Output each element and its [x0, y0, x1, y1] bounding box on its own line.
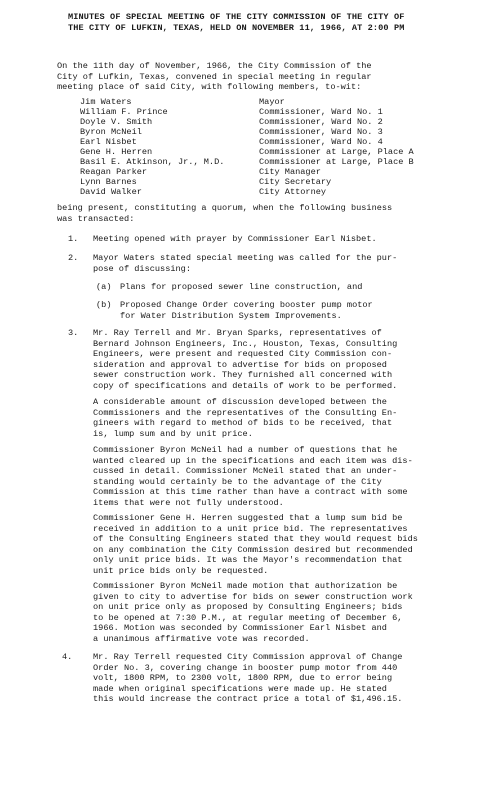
item-3-line: only unit price bids. It was the Mayor's recommendation that	[93, 555, 403, 566]
quorum-line-1: being present, constituting a quorum, when the following business	[57, 203, 393, 213]
member-row	[80, 157, 460, 167]
item-3-line: wanted cleared up in the specifications and each item was dis-	[93, 455, 413, 466]
intro-line-1: On the 11th day of November, 1966, the City Commission of the	[57, 61, 372, 71]
item-3-line: items that were not fully understood.	[93, 497, 284, 508]
item-2b-line: for Water Distribution System Improvements.	[120, 310, 342, 321]
item-3-line: Engineers, were present and requested City Commission con-	[93, 349, 393, 360]
item-3-line: on unit price only as proposed by Consulting Engineers; bids	[93, 602, 403, 613]
member-name: Jim Waters	[80, 97, 132, 107]
item-4-number: 4.	[62, 652, 73, 662]
document-title	[68, 12, 448, 33]
item-3-line: Commissioner Gene H. Herren suggested that a lump sum bid be	[93, 513, 403, 523]
item-3-line: sewer construction work. They furnished all concerned with	[93, 370, 393, 381]
item-3-line: A considerable amount of discussion developed between the	[93, 397, 387, 407]
title-line-1: MINUTES OF SPECIAL MEETING OF THE CITY COMMISSION OF THE CITY OF	[68, 12, 405, 22]
member-name: William F. Prince	[80, 107, 168, 117]
member-name: Doyle V. Smith	[80, 117, 153, 127]
member-row	[80, 147, 460, 157]
item-4-line: Order No. 3, covering change in booster pump motor from 440	[93, 662, 398, 673]
member-title: Commissioner, Ward No. 3	[259, 127, 383, 137]
item-2-line: Mayor Waters stated special meeting was called for the pur-	[93, 253, 398, 263]
member-name: Reagan Parker	[80, 167, 148, 177]
item-3-line: to be opened at 7:30 P.M., at regular meeting of December 6,	[93, 612, 403, 623]
item-3-line: given to city to advertise for bids on sewer construction work	[93, 591, 413, 602]
item-2-line: pose of discussing:	[93, 263, 191, 274]
member-name: Basil E. Atkinson, Jr., M.D.	[80, 157, 225, 167]
member-row	[80, 187, 460, 197]
member-row	[80, 167, 460, 177]
item-3-line: Bernard Johnson Engineers, Inc., Houston, Texas, Consulting	[93, 338, 398, 349]
intro-paragraph	[57, 61, 452, 93]
item-2a-label: (a)	[96, 282, 112, 292]
member-title: City Attorney	[259, 187, 327, 197]
item-3-paragraph-2	[93, 397, 473, 439]
item-3-line: on any combination the City Commission desired but recommended	[93, 544, 413, 555]
item-2a-text: Plans for proposed sewer line construction, and	[120, 282, 363, 292]
item-3-paragraph-4	[93, 513, 473, 577]
item-2b-line: Proposed Change Order covering booster pump motor	[120, 300, 373, 310]
member-title: Commissioner, Ward No. 1	[259, 107, 383, 117]
item-3-line: Mr. Ray Terrell and Mr. Bryan Sparks, representatives of	[93, 328, 382, 338]
item-2b-label: (b)	[96, 300, 112, 310]
item-3-line: of the Consulting Engineers stated that they would request bids	[93, 534, 418, 545]
item-3-paragraph-1	[93, 328, 473, 392]
title-line-2: THE CITY OF LUFKIN, TEXAS, HELD ON NOVEMBER 11, 1966, AT 2:00 PM	[68, 22, 405, 33]
member-name: David Walker	[80, 187, 142, 197]
item-3-line: Commissioners and the representatives of the Consulting En-	[93, 407, 398, 418]
intro-line-2: City of Lufkin, Texas, convened in special meeting in regular	[57, 71, 372, 82]
members-list	[80, 97, 460, 197]
item-1-line: Meeting opened with prayer by Commissioner Earl Nisbet.	[93, 234, 377, 244]
item-3-line: Commissioner Byron McNeil had a number of questions that he	[93, 445, 398, 455]
member-name: Earl Nisbet	[80, 137, 137, 147]
item-3-line: cussed in detail. Commissioner McNeil stated that an under-	[93, 466, 398, 477]
item-3-line: sideration and approval to advertise for bids on proposed	[93, 359, 387, 370]
member-name: Byron McNeil	[80, 127, 142, 137]
item-4-line: Mr. Ray Terrell requested City Commission approval of Change	[93, 652, 403, 662]
item-3-paragraph-3	[93, 445, 473, 509]
member-row	[80, 97, 460, 107]
item-1-text	[93, 234, 473, 245]
member-row	[80, 177, 460, 187]
member-row	[80, 107, 460, 117]
member-title: Commissioner at Large, Place B	[259, 157, 414, 167]
item-1-number: 1.	[68, 234, 79, 244]
item-4-paragraph	[93, 652, 473, 705]
member-title: Commissioner at Large, Place A	[259, 147, 414, 157]
item-4-line: this would increase the contract price a total of $1,496.15.	[93, 694, 403, 705]
member-title: City Secretary	[259, 177, 332, 187]
member-name: Gene H. Herren	[80, 147, 153, 157]
item-3-line: received in addition to a unit price bid. The representatives	[93, 523, 408, 534]
item-2-number: 2.	[68, 253, 79, 263]
member-title: City Manager	[259, 167, 321, 177]
quorum-line-2: was transacted:	[57, 213, 135, 224]
member-title: Mayor	[259, 97, 285, 107]
item-3-line: unit price bids only be requested.	[93, 565, 269, 576]
item-3-paragraph-5	[93, 581, 473, 645]
member-title: Commissioner, Ward No. 4	[259, 137, 383, 147]
item-3-line: copy of specifications and details of work to be performed.	[93, 380, 398, 391]
item-2b-text	[120, 300, 486, 321]
item-3-line: Commissioner Byron McNeil made motion that authorization be	[93, 581, 398, 591]
item-4-line: volt, 1800 RPM, to 2300 volt, 1800 RPM, due to error being	[93, 673, 393, 684]
item-3-line: Commission at this time rather than have a contract with some	[93, 487, 408, 498]
item-3-line: standing would certainly be to the advantage of the City	[93, 476, 382, 487]
quorum-paragraph	[57, 203, 437, 224]
item-3-line: is, lump sum and by unit price.	[93, 428, 253, 439]
item-3-line: a unanimous affirmative vote was recorded.	[93, 633, 310, 644]
intro-line-3: meeting place of said City, with following members, to-wit:	[57, 82, 362, 93]
item-3-line: 1966. Motion was seconded by Commissioner Earl Nisbet and	[93, 623, 387, 634]
member-row	[80, 127, 460, 137]
item-4-line: made when original specifications were made up. He stated	[93, 683, 387, 694]
item-3-line: gineers with regard to method of bids to be received, that	[93, 418, 393, 429]
member-name: Lynn Barnes	[80, 177, 137, 187]
member-row	[80, 117, 460, 127]
member-title: Commissioner, Ward No. 2	[259, 117, 383, 127]
item-2-text	[93, 253, 473, 274]
member-row	[80, 137, 460, 147]
item-3-number: 3.	[68, 328, 79, 338]
